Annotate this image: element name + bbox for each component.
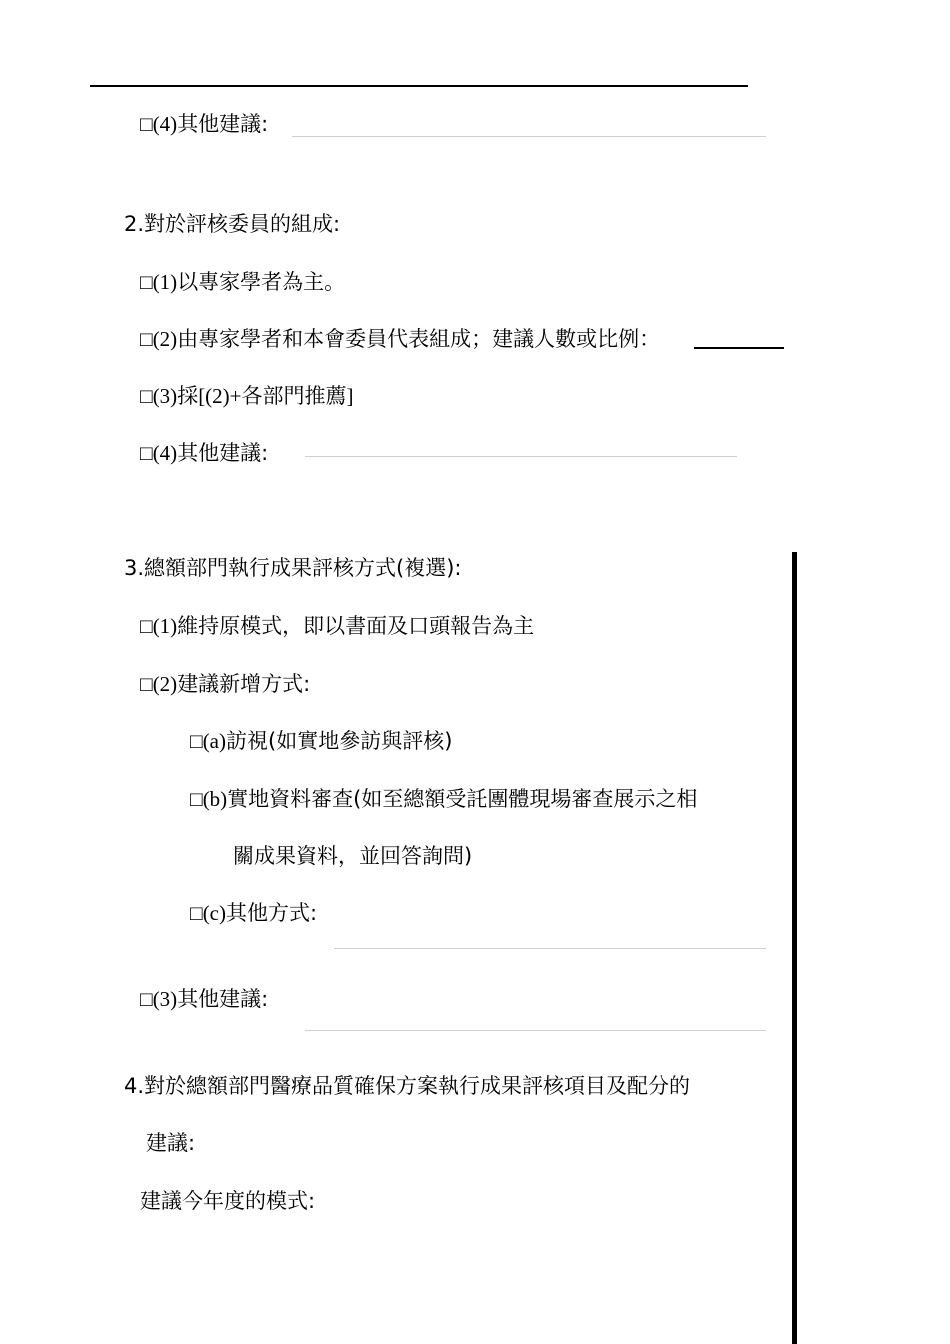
s1-option-4[interactable] [140, 110, 268, 138]
s3-option-1[interactable] [140, 612, 534, 640]
s3-option-3[interactable] [140, 985, 268, 1013]
option-label: 訪視(如實地參訪與評核) [226, 729, 453, 753]
option-label: 其他建議: [177, 112, 269, 136]
checkbox[interactable]: □ [190, 787, 203, 811]
s2-ratio-blank[interactable] [694, 347, 784, 349]
s2-option-4[interactable] [140, 439, 268, 467]
option-label: 其他建議: [177, 987, 269, 1011]
s4-heading-continued: 建議: [146, 1131, 196, 1155]
top-divider [90, 85, 748, 87]
option-number: (c) [202, 901, 226, 925]
s3-sub-option-b[interactable] [190, 785, 697, 813]
s2-option-3[interactable] [140, 382, 354, 410]
s2-option-1[interactable] [140, 268, 345, 296]
option-label: 建議新增方式: [177, 672, 311, 696]
s4-model-label: 建議今年度的模式: [140, 1189, 316, 1213]
option-label: 由專家學者和本會委員代表組成；建議人數或比例： [177, 327, 661, 351]
s3-sub-option-b-continued: 關成果資料，並回答詢問) [233, 844, 473, 868]
option-label: 以專家學者為主。 [177, 270, 346, 294]
option-label: 維持原模式，即以書面及口頭報告為主 [177, 614, 535, 638]
option-number: (1) [152, 270, 178, 294]
s2-option-2[interactable] [140, 325, 660, 353]
option-label: 其他方式: [226, 901, 318, 925]
checkbox[interactable]: □ [140, 614, 153, 638]
checkbox[interactable]: □ [140, 987, 153, 1011]
option-label: 實地資料審查(如至總額受託團體現場審查展示之相 [227, 787, 698, 811]
option-label-d: ] [346, 384, 354, 408]
s3-sub-option-c[interactable] [190, 899, 317, 927]
option-label: 其他建議: [177, 441, 269, 465]
option-number: (b) [202, 787, 228, 811]
option-number: (1) [152, 614, 178, 638]
checkbox[interactable]: □ [140, 672, 153, 696]
s3-option-2[interactable] [140, 670, 310, 698]
option-number: (3) [152, 384, 178, 408]
s3-other-method-line[interactable] [334, 948, 766, 949]
s1-other-suggestion-line[interactable] [292, 136, 766, 137]
checkbox[interactable]: □ [140, 112, 153, 136]
s3-sub-option-a[interactable] [190, 727, 452, 755]
option-number: (2) [152, 327, 178, 351]
s3-heading: 3.總額部門執行成果評核方式(複選): [124, 556, 462, 580]
option-number: (4) [152, 441, 178, 465]
option-number: (4) [152, 112, 178, 136]
s3-other-suggestion-line[interactable] [305, 1030, 766, 1031]
checkbox[interactable]: □ [140, 270, 153, 294]
option-number: (2) [152, 672, 178, 696]
checkbox[interactable]: □ [140, 327, 153, 351]
option-number: (3) [152, 987, 178, 1011]
checkbox[interactable]: □ [140, 384, 153, 408]
checkbox[interactable]: □ [140, 441, 153, 465]
option-label-a: 採 [177, 384, 199, 408]
option-number: (a) [202, 729, 226, 753]
option-label-c: 各部門推薦 [241, 384, 347, 408]
checkbox[interactable]: □ [190, 901, 203, 925]
checkbox[interactable]: □ [190, 729, 203, 753]
s2-other-suggestion-line[interactable] [305, 456, 737, 457]
s2-heading: 2.對於評核委員的組成: [124, 212, 341, 236]
option-label-b: [(2)+ [198, 384, 242, 408]
s4-heading: 4.對於總額部門醫療品質確保方案執行成果評核項目及配分的 [124, 1074, 691, 1098]
right-margin-bar [792, 552, 797, 1344]
